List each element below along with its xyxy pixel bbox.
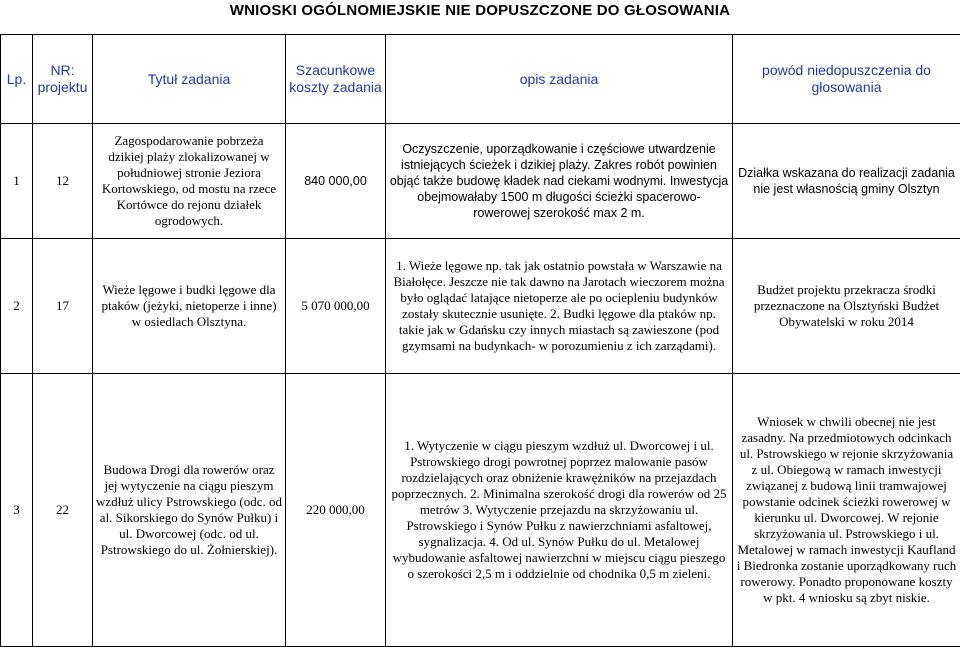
cell-estimated-cost: 840 000,00 <box>286 124 386 239</box>
header-task-title: Tytuł zadania <box>93 35 286 124</box>
header-project-number: NR: projektu <box>33 35 93 124</box>
cell-project-number: 12 <box>33 124 93 239</box>
cell-project-number: 22 <box>33 374 93 647</box>
cell-rejection-reason: Działka wskazana do realizacji zadania nie jest własnością gminy Olsztyn <box>733 124 960 239</box>
cell-lp: 2 <box>1 239 33 374</box>
document-title: WNIOSKI OGÓLNOMIEJSKIE NIE DOPUSZCZONE DO GŁOSOWANIA <box>0 2 960 19</box>
table-header-row <box>1 35 960 124</box>
applications-table <box>0 34 960 647</box>
header-lp: Lp. <box>1 35 33 124</box>
cell-task-description: 1. Wytyczenie w ciągu pieszym wzdłuż ul. Dworcowej i ul. Pstrowskiego drogi powrotnej poprzez malowanie pasów rozdzielających oraz obniżenie krawężników na przejazdach poprzecznych. 2. Minimalna szerokość drogi dla rowerów od 25 metrów 3. Wytyczenie przejazdu na skrzyżowaniu ul. Pstrowskiego i Synów Pułku z nawierzchniami asfaltowej, sygnalizacja. 4. Od ul. Synów Pułku do ul. Metalowej wybudowanie asfaltowej nawierzchni w miejscu ciągu pieszego o szerokości 2,5 m i oddzielnie od chodnika 0,5 m zieleni. <box>386 374 733 647</box>
cell-lp: 1 <box>1 124 33 239</box>
cell-project-number: 17 <box>33 239 93 374</box>
cell-rejection-reason: Wniosek w chwili obecnej nie jest zasadny. Na przedmiotowych odcinkach ul. Pstrowskiego w rejonie skrzyżowania z ul. Obiegową w ramach inwestycji związanej z budową linii tramwajowej powstanie odcinek ścieżki rowerowej w kierunku ul. Dworcowej. W rejonie skrzyżowania ul. Pstrowskiego i ul. Metalowej w ramach inwestycji Kaufland i Biedronka zostanie uporządkowany ruch rowerowy. Ponadto proponowane koszty w pkt. 4 wniosku są zbyt niskie. <box>733 374 960 647</box>
cell-lp: 3 <box>1 374 33 647</box>
header-task-description: opis zadania <box>386 35 733 124</box>
table-row <box>1 124 960 239</box>
cell-task-description: Oczyszczenie, uporządkowanie i częściowe utwardzenie istniejących ścieżek i dzikiej plaży. Zakres robót powinien objąć także budowę kładek nad ciekami wodnymi. Inwestycja obejmowałaby 1500 m długości ścieżki spacerowo- rowerowej szerokość max 2 m. <box>386 124 733 239</box>
cell-estimated-cost: 220 000,00 <box>286 374 386 647</box>
table-row <box>1 374 960 647</box>
cell-rejection-reason: Budżet projektu przekracza środki przeznaczone na Olsztyński Budżet Obywatelski w roku 2014 <box>733 239 960 374</box>
cell-task-title: Wieże lęgowe i budki lęgowe dla ptaków (jeżyki, nietoperze i inne) w osiedlach Olsztyna. <box>93 239 286 374</box>
header-rejection-reason: powód niedopuszczenia do głosowania <box>733 35 960 124</box>
table-row <box>1 239 960 374</box>
cell-task-description: 1. Wieże lęgowe np. tak jak ostatnio powstała w Warszawie na Białołęce. Jeszcze nie tak dawno na Jarotach wieczorem można było oglądać latające nietoperze ale po ociepleniu budynków zostały skutecznie usunięte. 2. Budki lęgowe dla ptaków np. takie jak w Gdańsku czy innych miastach są zawieszone (pod gzymsami na budynkach- w porozumieniu z ich zarządami). <box>386 239 733 374</box>
cell-task-title: Budowa Drogi dla rowerów oraz jej wytyczenie na ciągu pieszym wzdłuż ulicy Pstrowskiego (odc. od al. Sikorskiego do Synów Pułku) i ul. Dworcowej (odc. od ul. Pstrowskiego do ul. Żołnierskiej). <box>93 374 286 647</box>
header-estimated-cost: Szacunkowe koszty zadania <box>286 35 386 124</box>
cell-task-title: Zagospodarowanie pobrzeża dzikiej plaży zlokalizowanej w południowej stronie Jeziora Kortowskiego, od mostu na rzece Kortówce do rejonu działek ogrodowych. <box>93 124 286 239</box>
cell-estimated-cost: 5 070 000,00 <box>286 239 386 374</box>
